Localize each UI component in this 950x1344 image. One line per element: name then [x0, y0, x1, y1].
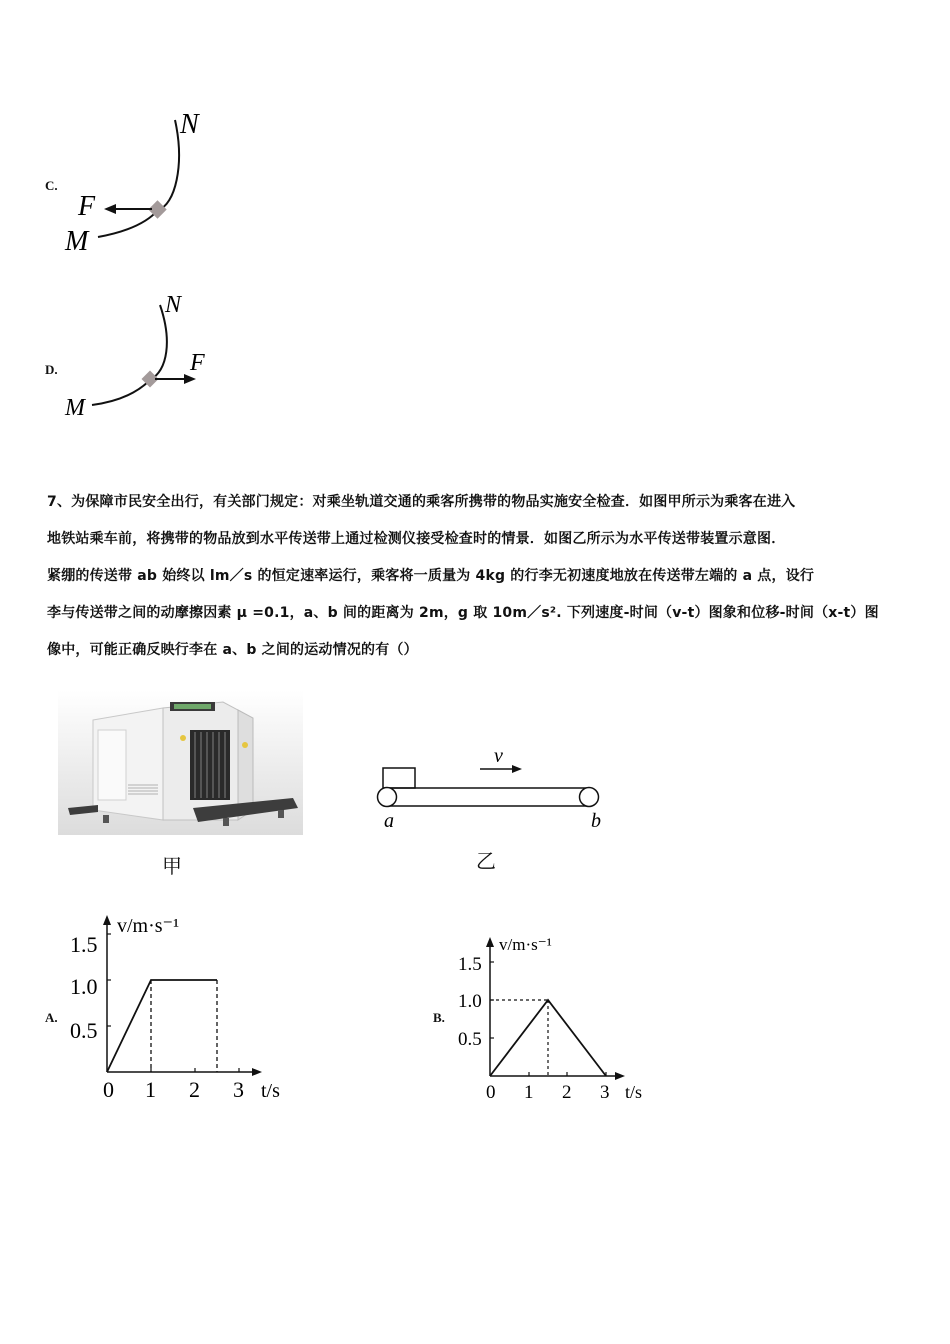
- point-n: N: [180, 109, 199, 140]
- question-line: 紧绷的传送带 ab 始终以 lm／s 的恒定速率运行，乘客将一质量为 4kg 的行李无初速度地放在传送带左端的 a 点，设行: [47, 568, 815, 584]
- y-tick-label: 1.0: [70, 974, 98, 999]
- y-tick-label: 0.5: [70, 1018, 98, 1043]
- option-c-label: C.: [45, 178, 58, 193]
- velocity-arrow-icon: [512, 765, 522, 773]
- conveyor-diagram: [370, 740, 610, 835]
- roller-right: [580, 788, 599, 807]
- y-axis-arrow-icon: [486, 937, 494, 947]
- x-axis-arrow-icon: [252, 1068, 262, 1076]
- x-tick-label: 2: [562, 1082, 572, 1103]
- question-line: 像中，可能正确反映行李在 a、b 之间的运动情况的有（）: [47, 642, 418, 658]
- x-tick-label: 1: [524, 1082, 534, 1103]
- y-tick-label: 0.5: [458, 1029, 482, 1050]
- y-axis-label: v/m·s⁻¹: [117, 915, 180, 937]
- question-line: 李与传送带之间的动摩擦因素 μ =0.1，a、b 间的距离为 2m，g 取 10m／s². 下列速度-时间（v-t）图象和位移-时间（x-t）图: [47, 605, 879, 621]
- graph-a: [65, 910, 305, 1110]
- option-a-label: A.: [45, 1010, 58, 1025]
- question-7: [47, 484, 907, 669]
- luggage-block: [383, 768, 415, 788]
- x-tick-label: 1: [145, 1077, 156, 1102]
- x-tick-label: 0: [486, 1082, 496, 1103]
- point-m: M: [65, 226, 89, 255]
- x-tick-label: 3: [233, 1077, 244, 1102]
- y-axis-arrow-icon: [103, 915, 111, 925]
- caption-jia: 甲: [162, 854, 182, 878]
- x-axis-arrow-icon: [615, 1072, 625, 1080]
- graph-b: [455, 930, 665, 1110]
- velocity-label: v: [494, 745, 503, 767]
- point-n: N: [165, 292, 182, 318]
- y-tick-label: 1.0: [458, 991, 482, 1012]
- point-m: M: [65, 395, 85, 421]
- x-tick-label: 0: [103, 1077, 114, 1102]
- force-f: F: [78, 191, 96, 222]
- question-line: 7、为保障市民安全出行，有关部门规定：对乘坐轨道交通的乘客所携带的物品实施安全检查．如图甲所示为乘客在进入: [47, 494, 796, 510]
- xray-machine-image: [58, 690, 303, 835]
- y-axis-label: v/m·s⁻¹: [499, 935, 552, 954]
- point-a-label: a: [384, 810, 394, 832]
- y-tick-label: 1.5: [458, 954, 482, 975]
- x-tick-label: 2: [189, 1077, 200, 1102]
- option-c-diagram: [60, 105, 220, 255]
- force-f: F: [190, 350, 205, 376]
- x-axis-label: t/s: [261, 1080, 280, 1102]
- question-line: 地铁站乘车前，将携带的物品放到水平传送带上通过检测仪接受检查时的情景．如图乙所示为水平传送带装置示意图．: [47, 531, 786, 547]
- roller-left: [378, 788, 397, 807]
- option-d-label: D.: [45, 362, 58, 377]
- option-d-diagram: [60, 290, 220, 425]
- option-b-label: B.: [433, 1010, 445, 1025]
- y-tick-label: 1.5: [70, 932, 98, 957]
- caption-yi: 乙: [476, 849, 496, 873]
- x-axis-label: t/s: [625, 1082, 643, 1102]
- force-arrow-icon: [104, 204, 116, 214]
- velocity-curve: [107, 980, 217, 1072]
- point-b-label: b: [591, 810, 601, 832]
- x-tick-label: 3: [600, 1082, 610, 1103]
